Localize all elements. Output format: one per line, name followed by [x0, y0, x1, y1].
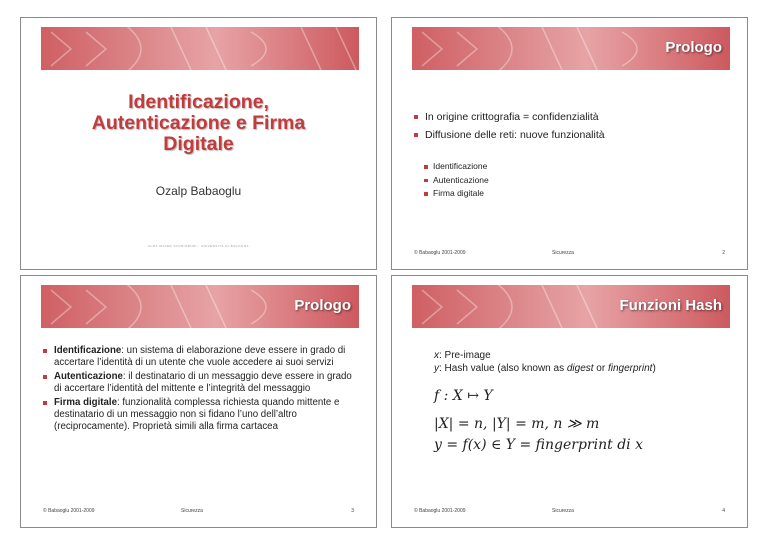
list-item: [43, 397, 355, 433]
slide-banner: [412, 27, 730, 70]
sub-bullet-list: [424, 161, 489, 202]
footer-copyright: © Babaoglu 2001-2009: [43, 508, 95, 514]
slide-banner: [41, 285, 359, 328]
list-item: In origine crittografia = confidenzialità: [414, 111, 605, 123]
line-text: or: [593, 363, 608, 374]
slide-banner: [412, 285, 730, 328]
formula: f : X ↦ Y: [434, 388, 493, 404]
emphasis: digest: [566, 363, 594, 374]
line-text: : Hash value (also known as: [439, 363, 567, 374]
formula: |X| = n, |Y| = m, n ≫ m: [434, 416, 600, 432]
definitions: [434, 349, 656, 375]
footer-course: Sicurezza: [552, 250, 574, 256]
definition-list: [43, 345, 355, 435]
university-banner: [41, 27, 359, 70]
presentation-title: [21, 92, 376, 155]
list-item: [43, 345, 355, 369]
list-item: Diffusione delle reti: nuove funzionalità: [414, 129, 605, 141]
footer-copyright: © Babaoglu 2001-2009: [414, 508, 466, 514]
emphasis: fingerprint: [607, 363, 653, 374]
footer-copyright: © Babaoglu 2001-2009: [414, 250, 466, 256]
list-item: Autenticazione: [424, 175, 489, 186]
title-line: Digitale: [163, 133, 234, 155]
list-item: Firma digitale: [424, 188, 489, 199]
term: Identificazione: [54, 345, 122, 356]
author-name: Ozalp Babaoglu: [155, 184, 242, 198]
page-number: 4: [722, 508, 725, 514]
page-number: 3: [351, 508, 354, 514]
list-item: [43, 371, 355, 395]
hash-value-line: [434, 362, 656, 375]
variable: y: [434, 363, 439, 374]
definition: : funzionalità complessa richiesta quando mittente e destinatario di un messaggio non si fidano l’uno dell’altro (reciprocamente). Proprietà simili alla firma cartacea: [54, 397, 340, 432]
variable: x: [434, 350, 439, 361]
footer-course: Sicurezza: [181, 508, 203, 514]
footer-course: Sicurezza: [552, 508, 574, 514]
university-caption: ALMA MATER STUDIORUM – UNIVERSITÀ DI BOLOGNA: [148, 244, 249, 248]
slide-title: Prologo: [665, 39, 722, 56]
page-number: 2: [722, 250, 725, 256]
slide-4: [391, 275, 748, 528]
title-line: Identificazione,: [128, 91, 269, 113]
term: Firma digitale: [54, 397, 117, 408]
slide-3: [20, 275, 377, 528]
bullet-list: [414, 111, 605, 147]
line-text: ): [652, 363, 656, 374]
term: Autenticazione: [54, 371, 123, 382]
slide-title: Prologo: [294, 297, 351, 314]
slide-2: [391, 17, 748, 270]
definition: : il destinatario di un messaggio deve essere in grado di accertare l’identità del mittente e l’integrità del messaggio: [54, 371, 352, 394]
definition: : un sistema di elaborazione deve essere in grado di accertare l’identità di un utente che vuole accedere ai suoi servizi: [54, 345, 346, 368]
seal-pattern: [41, 27, 359, 70]
slide-title: Funzioni Hash: [619, 297, 722, 314]
slide-1: [20, 17, 377, 270]
preimage-line: [434, 349, 656, 362]
title-line: Autenticazione e Firma: [91, 112, 306, 134]
line-text: : Pre-image: [439, 350, 491, 361]
formula: y = f(x) ∈ Y = fingerprint di x: [434, 437, 643, 453]
list-item: Identificazione: [424, 161, 489, 172]
